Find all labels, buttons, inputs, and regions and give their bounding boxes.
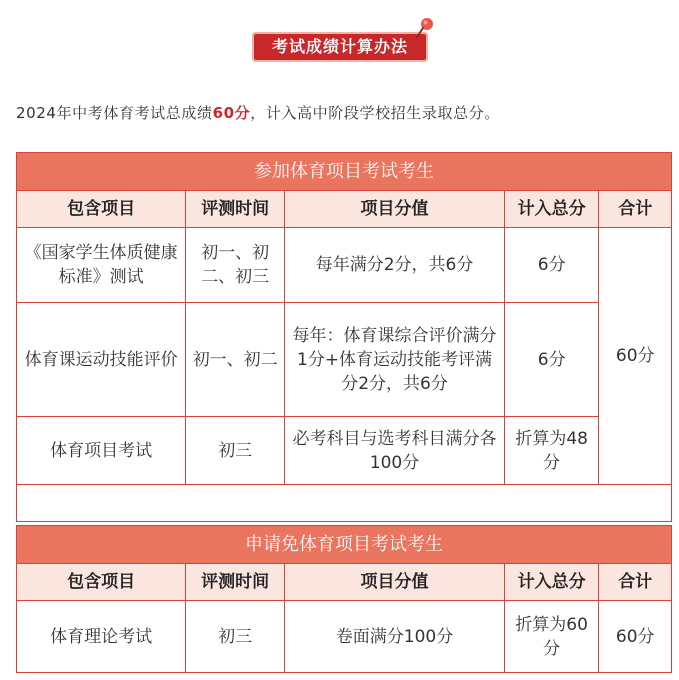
cell-value: 必考科目与选考科目满分各100分: [285, 417, 505, 485]
header-total: 合计: [599, 191, 672, 228]
cell-item: 体育理论考试: [17, 601, 186, 673]
cell-value: 每年：体育课综合评价满分1分+体育运动技能考评满分2分，共6分: [285, 303, 505, 417]
cell-score: 折算为60分: [504, 601, 599, 673]
header-score: 计入总分: [504, 191, 599, 228]
header-time: 评测时间: [186, 564, 285, 601]
header-total: 合计: [599, 564, 672, 601]
section-title: 申请免体育项目考试考生: [17, 526, 672, 564]
title-badge: [252, 26, 432, 66]
cell-value: 每年满分2分，共6分: [285, 228, 505, 303]
cell-item: 体育项目考试: [17, 417, 186, 485]
section-title: 参加体育项目考试考生: [17, 153, 672, 191]
table-row: [17, 601, 672, 673]
cell-time: 初一、初二、初三: [186, 228, 285, 303]
header-value: 项目分值: [285, 191, 505, 228]
intro-text: [16, 102, 500, 123]
cell-score: 6分: [504, 303, 599, 417]
intro-highlight: 60分: [212, 104, 251, 122]
cell-total: 60分: [599, 228, 672, 485]
cell-total: 60分: [599, 601, 672, 673]
cell-time: 初三: [186, 601, 285, 673]
title-badge-label: 考试成绩计算办法: [252, 32, 428, 62]
header-score: 计入总分: [504, 564, 599, 601]
pushpin-icon: [414, 16, 436, 40]
intro-suffix: ，计入高中阶段学校招生录取总分。: [250, 104, 500, 122]
cell-item: 体育课运动技能评价: [17, 303, 186, 417]
cell-score: 6分: [504, 228, 599, 303]
header-time: 评测时间: [186, 191, 285, 228]
table-row: [17, 228, 672, 303]
table-row: [17, 303, 672, 417]
header-item: 包含项目: [17, 191, 186, 228]
intro-prefix: 2024年中考体育考试总成绩: [16, 104, 213, 122]
cell-time: 初三: [186, 417, 285, 485]
spacer-row: [17, 485, 672, 522]
header-item: 包含项目: [17, 564, 186, 601]
cell-score: 折算为48分: [504, 417, 599, 485]
exam-takers-table: [16, 152, 672, 522]
cell-time: 初一、初二: [186, 303, 285, 417]
cell-value: 卷面满分100分: [285, 601, 505, 673]
cell-item: 《国家学生体质健康标准》测试: [17, 228, 186, 303]
header-value: 项目分值: [285, 564, 505, 601]
table-row: [17, 417, 672, 485]
exempt-table: [16, 525, 672, 673]
